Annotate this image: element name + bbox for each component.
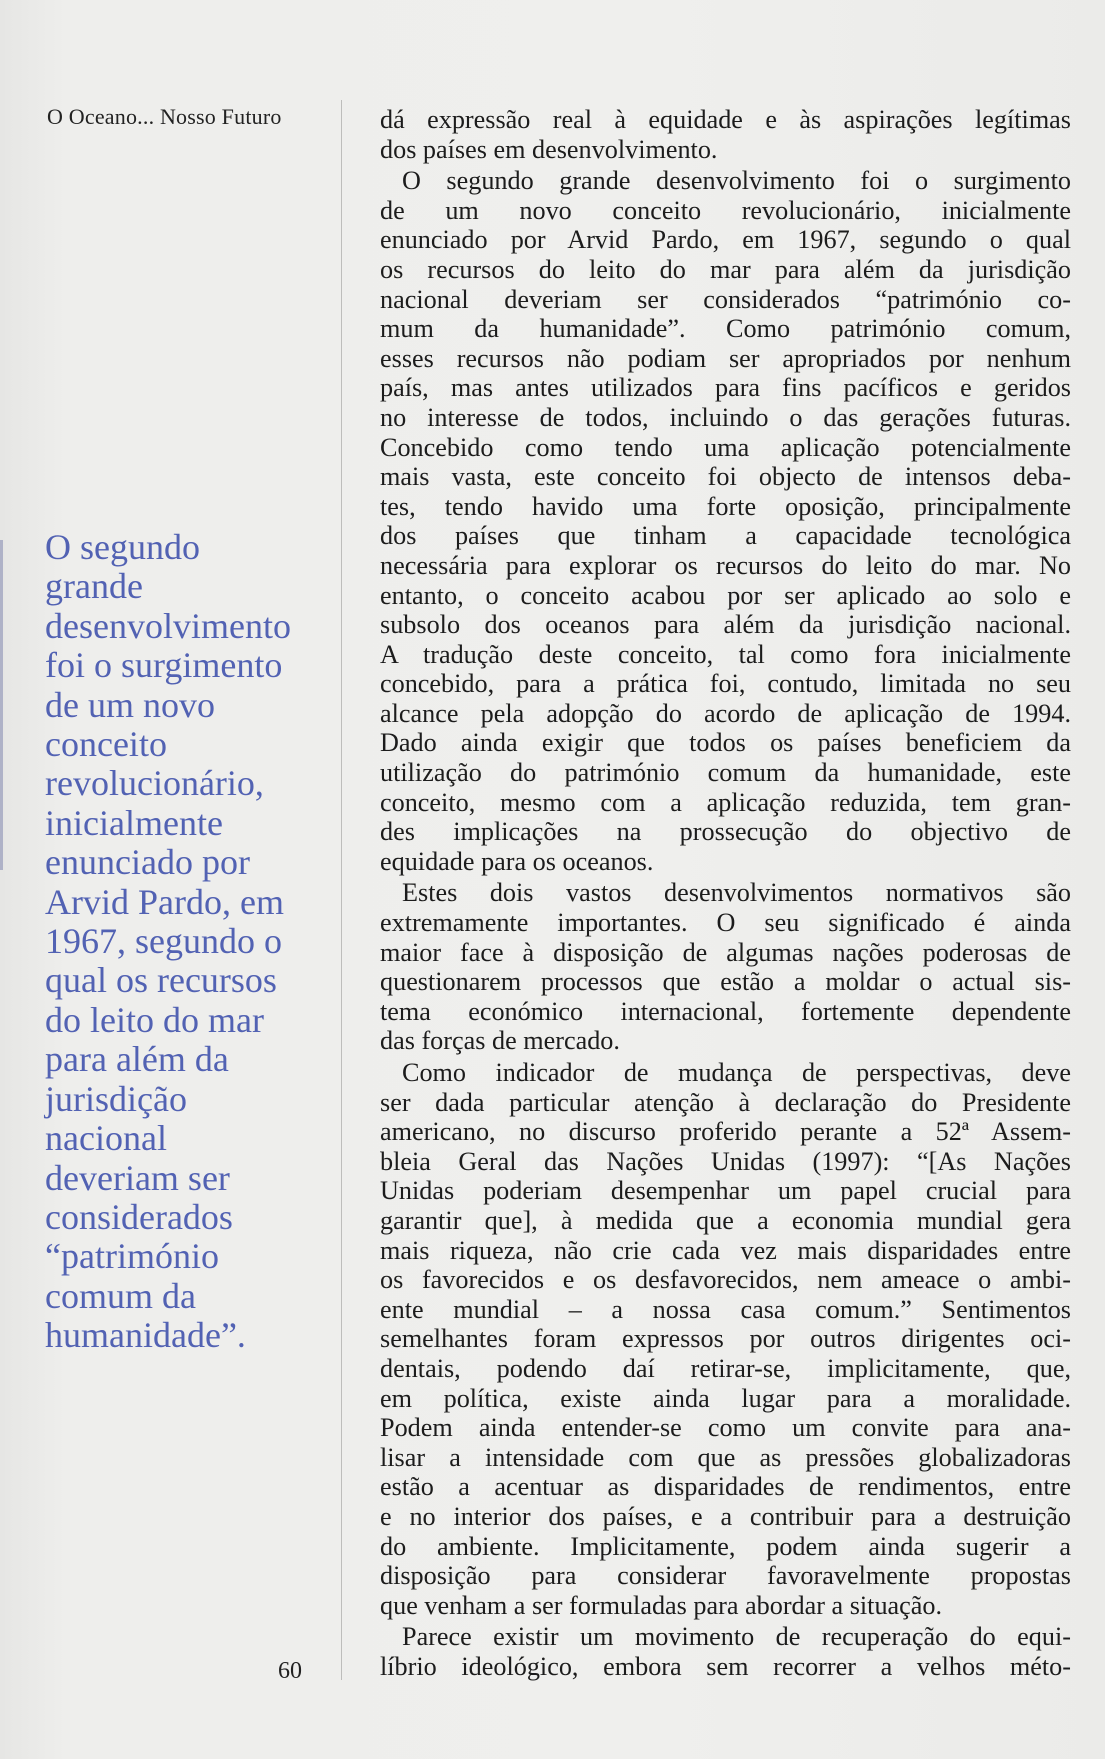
text-line: dos países em desenvolvimento. [380, 134, 718, 164]
pull-quote-line: considerados [45, 1196, 233, 1237]
text-line: ser dada particular atenção à declaração do Presidente [380, 1087, 1071, 1117]
pull-quote-line: foi o surgimento [45, 645, 283, 686]
text-line: conceito, mesmo com a aplicação reduzida, tem gran- [380, 787, 1071, 817]
pull-quote-line: “património [45, 1236, 219, 1277]
pull-quote-line: para além da [45, 1039, 229, 1080]
text-line: Parece existir um movimento de recuperação do equi- [402, 1622, 1071, 1652]
text-line: subsolo dos oceanos para além da jurisdição nacional. [380, 610, 1071, 640]
text-line: enunciado por Arvid Pardo, em 1967, segundo o qual [380, 225, 1071, 255]
text-line: semelhantes foram expressos por outros dirigentes oci- [380, 1324, 1071, 1354]
text-line: lisar a intensidade com que as pressões globalizadoras [380, 1442, 1071, 1472]
text-line: Unidas poderiam desempenhar um papel crucial para [380, 1176, 1071, 1206]
text-line: dá expressão real à equidade e às aspirações legítimas [380, 105, 1071, 134]
paragraph-2 [380, 166, 1071, 876]
pull-quote-line: conceito [45, 724, 167, 765]
pull-quote-line: comum da [45, 1275, 196, 1316]
pull-quote-line: jurisdição [45, 1078, 187, 1119]
text-line: das forças de mercado. [380, 1026, 620, 1056]
text-line: do ambiente. Implicitamente, podem ainda sugerir a [380, 1531, 1071, 1561]
text-line: Como indicador de mudança de perspectivas, deve [402, 1058, 1071, 1087]
text-line: Podem ainda entender-se como um convite para ana- [380, 1413, 1071, 1443]
text-line: ente mundial – a nossa casa comum.” Sentimentos [380, 1294, 1071, 1324]
text-line: A tradução deste conceito, tal como fora inicialmente [380, 639, 1071, 669]
text-line: país, mas antes utilizados para fins pacíficos e geridos [380, 373, 1071, 403]
pull-quote-line: qual os recursos [45, 960, 277, 1001]
text-line: os recursos do leito do mar para além da jurisdição [380, 254, 1071, 284]
column-divider [341, 100, 342, 1680]
text-line: O segundo grande desenvolvimento foi o surgimento [402, 166, 1071, 196]
paragraph-5 [380, 1622, 1071, 1681]
text-line: estão a acentuar as disparidades de rendimentos, entre [380, 1472, 1071, 1502]
text-line: necessária para explorar os recursos do leito do mar. No [380, 550, 1071, 580]
pull-quote-line: deveriam ser [45, 1157, 230, 1198]
text-line: mum da humanidade”. Como património comum, [380, 314, 1071, 344]
text-line: esses recursos não podiam ser apropriados por nenhum [380, 343, 1071, 373]
text-line: concebido, para a prática foi, contudo, limitada no seu [380, 669, 1071, 699]
text-line: garantir que], à medida que a economia mundial gera [380, 1205, 1071, 1235]
text-line: líbrio ideológico, embora sem recorrer a velhos méto- [380, 1651, 1071, 1681]
paragraph-4 [380, 1058, 1071, 1620]
text-line: utilização do património comum da humanidade, este [380, 758, 1071, 788]
text-line: dentais, podendo daí retirar-se, implicitamente, que, [380, 1353, 1071, 1383]
pull-quote-line: revolucionário, [45, 763, 264, 804]
text-line: Concebido como tendo uma aplicação potencialmente [380, 432, 1071, 462]
pull-quote-line: desenvolvimento [45, 605, 291, 646]
paragraph-1 [380, 105, 1071, 164]
pull-quote-line: Arvid Pardo, em [45, 881, 284, 922]
pull-quote-line: enunciado por [45, 842, 250, 883]
pull-quote-line: de um novo [45, 684, 215, 725]
text-line: americano, no discurso proferido perante a 52ª Assem- [380, 1117, 1071, 1147]
pull-quote-line: inicialmente [45, 802, 223, 843]
text-line: tes, tendo havido uma forte oposição, principalmente [380, 491, 1071, 521]
text-line: maior face à disposição de algumas nações poderosas de [380, 937, 1071, 967]
text-line: equidade para os oceanos. [380, 846, 654, 876]
pull-quote-line: 1967, segundo o [45, 921, 282, 962]
text-line: no interesse de todos, incluindo o das gerações futuras. [380, 402, 1071, 432]
text-line: entanto, o conceito acabou por ser aplicado ao solo e [380, 580, 1071, 610]
text-line: que venham a ser formuladas para abordar a situação. [380, 1590, 943, 1620]
pull-quote-line: nacional [45, 1118, 167, 1159]
body-text [380, 105, 1071, 1681]
pull-quote-line: do leito do mar [45, 999, 264, 1040]
text-line: de um novo conceito revolucionário, inicialmente [380, 195, 1071, 225]
text-line: des implicações na prossecução do objectivo de [380, 817, 1071, 847]
text-line: e no interior dos países, e a contribuir para a destruição [380, 1501, 1071, 1531]
page-edge-mark [0, 540, 3, 870]
text-line: questionarem processos que estão a moldar o actual sis- [380, 967, 1071, 997]
text-line: mais vasta, este conceito foi objecto de intensos deba- [380, 462, 1071, 492]
paragraph-3 [380, 878, 1071, 1056]
text-line: Dado ainda exigir que todos os países beneficiem da [380, 728, 1071, 758]
text-line: mais riqueza, não crie cada vez mais disparidades entre [380, 1235, 1071, 1265]
text-line: bleia Geral das Nações Unidas (1997): “[As Nações [380, 1146, 1071, 1176]
text-line: alcance pela adopção do acordo de aplicação de 1994. [380, 698, 1071, 728]
pull-quote-line: O segundo [45, 527, 200, 567]
text-line: nacional deveriam ser considerados “património co- [380, 284, 1071, 314]
text-line: disposição para considerar favoravelmente propostas [380, 1561, 1071, 1591]
text-line: tema económico internacional, fortemente dependente [380, 996, 1071, 1026]
text-line: extremamente importantes. O seu significado é ainda [380, 908, 1071, 938]
running-title: O Oceano... Nosso Futuro [47, 104, 282, 129]
pull-quote-line: grande [45, 566, 143, 607]
text-line: dos países que tinham a capacidade tecnológica [380, 521, 1071, 551]
text-line: Estes dois vastos desenvolvimentos normativos são [402, 878, 1071, 908]
text-line: em política, existe ainda lugar para a moralidade. [380, 1383, 1071, 1413]
page-number: 60 [278, 1658, 302, 1684]
pull-quote [45, 528, 335, 1356]
pull-quote-line: humanidade”. [45, 1315, 246, 1356]
text-line: os favorecidos e os desfavorecidos, nem ameace o ambi- [380, 1265, 1071, 1295]
